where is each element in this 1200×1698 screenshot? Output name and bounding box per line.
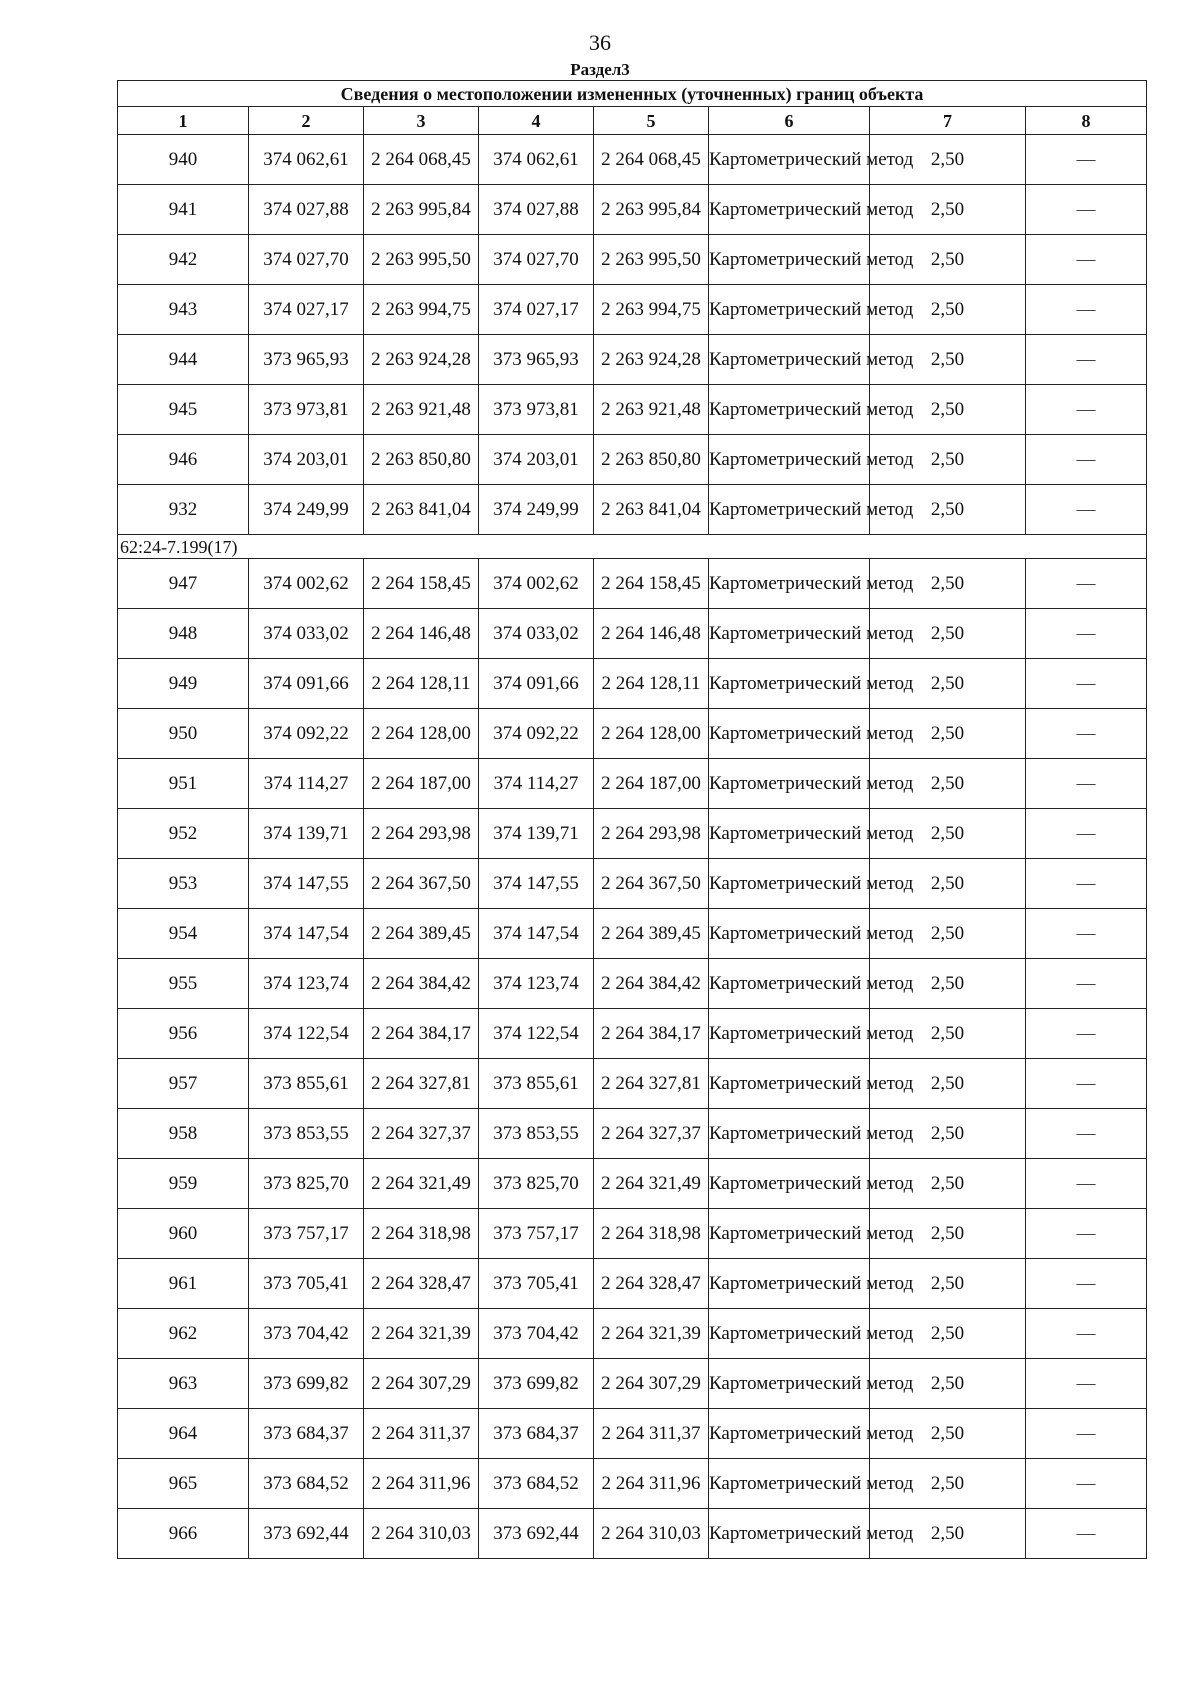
y-existing-cell: 2 263 995,84 [364,185,479,235]
x-new-cell: 374 002,62 [479,559,594,609]
method-cell: Картометрический метод [709,959,870,1009]
accuracy-cell: 2,50 [870,1109,1026,1159]
note-cell: — [1026,1159,1147,1209]
x-existing-cell: 373 705,41 [249,1259,364,1309]
point-number-cell: 952 [118,809,249,859]
column-header: 5 [594,107,709,135]
note-cell: — [1026,1459,1147,1509]
method-cell: Картометрический метод [709,1059,870,1109]
y-existing-cell: 2 264 389,45 [364,909,479,959]
y-new-cell: 2 263 924,28 [594,335,709,385]
point-number-cell: 942 [118,235,249,285]
table-row [118,435,1147,485]
y-new-cell: 2 264 318,98 [594,1209,709,1259]
boundary-coordinates-table [117,80,1147,1559]
accuracy-cell: 2,50 [870,1009,1026,1059]
x-new-cell: 373 704,42 [479,1309,594,1359]
accuracy-cell: 2,50 [870,185,1026,235]
point-number-cell: 960 [118,1209,249,1259]
y-new-cell: 2 263 995,50 [594,235,709,285]
x-existing-cell: 374 203,01 [249,435,364,485]
y-existing-cell: 2 263 924,28 [364,335,479,385]
method-cell: Картометрический метод [709,809,870,859]
x-existing-cell: 374 092,22 [249,709,364,759]
y-existing-cell: 2 263 850,80 [364,435,479,485]
y-existing-cell: 2 264 158,45 [364,559,479,609]
note-cell: — [1026,435,1147,485]
table-row [118,1009,1147,1059]
x-existing-cell: 373 692,44 [249,1509,364,1559]
table-row [118,1159,1147,1209]
x-existing-cell: 374 114,27 [249,759,364,809]
y-new-cell: 2 264 321,49 [594,1159,709,1209]
note-cell: — [1026,909,1147,959]
x-new-cell: 374 092,22 [479,709,594,759]
point-number-cell: 959 [118,1159,249,1209]
table-row [118,1259,1147,1309]
point-number-cell: 961 [118,1259,249,1309]
table-row [118,659,1147,709]
table-row [118,385,1147,435]
y-new-cell: 2 263 994,75 [594,285,709,335]
method-cell: Картометрический метод [709,385,870,435]
column-header: 7 [870,107,1026,135]
note-cell: — [1026,335,1147,385]
point-number-cell: 951 [118,759,249,809]
x-existing-cell: 373 825,70 [249,1159,364,1209]
point-number-cell: 940 [118,135,249,185]
y-existing-cell: 2 264 307,29 [364,1359,479,1409]
x-new-cell: 373 705,41 [479,1259,594,1309]
accuracy-cell: 2,50 [870,285,1026,335]
note-cell: — [1026,135,1147,185]
point-number-cell: 958 [118,1109,249,1159]
x-new-cell: 374 122,54 [479,1009,594,1059]
table-row [118,559,1147,609]
table-row [118,809,1147,859]
x-existing-cell: 373 684,52 [249,1459,364,1509]
table-row [118,609,1147,659]
method-cell: Картометрический метод [709,859,870,909]
note-cell: — [1026,235,1147,285]
point-number-cell: 948 [118,609,249,659]
x-existing-cell: 374 027,17 [249,285,364,335]
table-row [118,1209,1147,1259]
note-cell: — [1026,1209,1147,1259]
method-cell: Картометрический метод [709,1509,870,1559]
accuracy-cell: 2,50 [870,1409,1026,1459]
y-existing-cell: 2 264 318,98 [364,1209,479,1259]
method-cell: Картометрический метод [709,185,870,235]
point-number-cell: 954 [118,909,249,959]
y-existing-cell: 2 264 311,37 [364,1409,479,1459]
accuracy-cell: 2,50 [870,335,1026,385]
y-new-cell: 2 264 128,00 [594,709,709,759]
x-new-cell: 374 027,70 [479,235,594,285]
y-existing-cell: 2 264 146,48 [364,609,479,659]
y-new-cell: 2 264 311,96 [594,1459,709,1509]
x-new-cell: 374 091,66 [479,659,594,709]
x-existing-cell: 373 855,61 [249,1059,364,1109]
x-new-cell: 374 027,17 [479,285,594,335]
note-cell: — [1026,809,1147,859]
method-cell: Картометрический метод [709,1359,870,1409]
x-existing-cell: 374 033,02 [249,609,364,659]
y-new-cell: 2 264 384,17 [594,1009,709,1059]
note-cell: — [1026,185,1147,235]
y-existing-cell: 2 264 327,37 [364,1109,479,1159]
y-new-cell: 2 264 311,37 [594,1409,709,1459]
method-cell: Картометрический метод [709,609,870,659]
accuracy-cell: 2,50 [870,759,1026,809]
note-cell: — [1026,485,1147,535]
note-cell: — [1026,959,1147,1009]
method-cell: Картометрический метод [709,335,870,385]
point-number-cell: 962 [118,1309,249,1359]
accuracy-cell: 2,50 [870,1309,1026,1359]
accuracy-cell: 2,50 [870,559,1026,609]
accuracy-cell: 2,50 [870,1509,1026,1559]
note-cell: — [1026,859,1147,909]
x-new-cell: 374 147,54 [479,909,594,959]
table-row [118,1409,1147,1459]
point-number-cell: 950 [118,709,249,759]
column-header-row [118,107,1147,135]
accuracy-cell: 2,50 [870,709,1026,759]
table-caption-row [118,81,1147,107]
method-cell: Картометрический метод [709,485,870,535]
x-new-cell: 373 692,44 [479,1509,594,1559]
note-cell: — [1026,709,1147,759]
note-cell: — [1026,1509,1147,1559]
accuracy-cell: 2,50 [870,809,1026,859]
accuracy-cell: 2,50 [870,435,1026,485]
accuracy-cell: 2,50 [870,485,1026,535]
column-header: 4 [479,107,594,135]
note-cell: — [1026,659,1147,709]
y-new-cell: 2 264 384,42 [594,959,709,1009]
accuracy-cell: 2,50 [870,1459,1026,1509]
x-new-cell: 373 825,70 [479,1159,594,1209]
method-cell: Картометрический метод [709,285,870,335]
method-cell: Картометрический метод [709,1209,870,1259]
x-new-cell: 374 123,74 [479,959,594,1009]
x-existing-cell: 374 091,66 [249,659,364,709]
table-row [118,235,1147,285]
accuracy-cell: 2,50 [870,659,1026,709]
accuracy-cell: 2,50 [870,1259,1026,1309]
x-new-cell: 374 139,71 [479,809,594,859]
method-cell: Картометрический метод [709,1009,870,1059]
x-existing-cell: 373 699,82 [249,1359,364,1409]
method-cell: Картометрический метод [709,709,870,759]
x-existing-cell: 373 757,17 [249,1209,364,1259]
method-cell: Картометрический метод [709,659,870,709]
table-row [118,1309,1147,1359]
y-existing-cell: 2 264 068,45 [364,135,479,185]
table-row [118,1109,1147,1159]
note-cell: — [1026,1009,1147,1059]
note-cell: — [1026,1259,1147,1309]
point-number-cell: 963 [118,1359,249,1409]
x-new-cell: 374 249,99 [479,485,594,535]
method-cell: Картометрический метод [709,759,870,809]
x-existing-cell: 373 684,37 [249,1409,364,1459]
method-cell: Картометрический метод [709,1309,870,1359]
y-new-cell: 2 264 310,03 [594,1509,709,1559]
table-row [118,1059,1147,1109]
accuracy-cell: 2,50 [870,959,1026,1009]
x-existing-cell: 373 965,93 [249,335,364,385]
note-cell: — [1026,559,1147,609]
x-existing-cell: 373 704,42 [249,1309,364,1359]
y-new-cell: 2 263 995,84 [594,185,709,235]
x-new-cell: 373 973,81 [479,385,594,435]
y-new-cell: 2 263 850,80 [594,435,709,485]
y-new-cell: 2 264 328,47 [594,1259,709,1309]
method-cell: Картометрический метод [709,435,870,485]
note-cell: — [1026,1409,1147,1459]
y-new-cell: 2 264 146,48 [594,609,709,659]
y-new-cell: 2 264 367,50 [594,859,709,909]
point-number-cell: 943 [118,285,249,335]
y-new-cell: 2 264 327,81 [594,1059,709,1109]
y-new-cell: 2 264 327,37 [594,1109,709,1159]
method-cell: Картометрический метод [709,135,870,185]
y-existing-cell: 2 264 293,98 [364,809,479,859]
note-cell: — [1026,1359,1147,1409]
point-number-cell: 964 [118,1409,249,1459]
x-existing-cell: 374 123,74 [249,959,364,1009]
y-new-cell: 2 264 307,29 [594,1359,709,1409]
y-existing-cell: 2 263 995,50 [364,235,479,285]
point-number-cell: 945 [118,385,249,435]
point-number-cell: 947 [118,559,249,609]
note-cell: — [1026,385,1147,435]
x-existing-cell: 374 147,54 [249,909,364,959]
table-row [118,1509,1147,1559]
y-existing-cell: 2 264 128,00 [364,709,479,759]
table-row [118,709,1147,759]
y-new-cell: 2 263 921,48 [594,385,709,435]
y-existing-cell: 2 264 367,50 [364,859,479,909]
method-cell: Картометрический метод [709,1409,870,1459]
accuracy-cell: 2,50 [870,135,1026,185]
y-existing-cell: 2 263 841,04 [364,485,479,535]
y-existing-cell: 2 264 310,03 [364,1509,479,1559]
accuracy-cell: 2,50 [870,909,1026,959]
method-cell: Картометрический метод [709,235,870,285]
table-row [118,285,1147,335]
y-existing-cell: 2 264 311,96 [364,1459,479,1509]
table-body [118,81,1147,1559]
x-existing-cell: 373 973,81 [249,385,364,435]
accuracy-cell: 2,50 [870,1159,1026,1209]
x-new-cell: 374 033,02 [479,609,594,659]
table-row [118,859,1147,909]
y-new-cell: 2 263 841,04 [594,485,709,535]
page-number: 36 [589,30,611,55]
point-number-cell: 957 [118,1059,249,1109]
point-number-cell: 953 [118,859,249,909]
point-number-cell: 949 [118,659,249,709]
accuracy-cell: 2,50 [870,859,1026,909]
x-new-cell: 374 027,88 [479,185,594,235]
method-cell: Картометрический метод [709,1459,870,1509]
x-new-cell: 374 203,01 [479,435,594,485]
method-cell: Картометрический метод [709,1259,870,1309]
note-cell: — [1026,1309,1147,1359]
method-cell: Картометрический метод [709,1109,870,1159]
y-new-cell: 2 264 158,45 [594,559,709,609]
accuracy-cell: 2,50 [870,609,1026,659]
accuracy-cell: 2,50 [870,1209,1026,1259]
table-row [118,1359,1147,1409]
y-new-cell: 2 264 293,98 [594,809,709,859]
column-header: 6 [709,107,870,135]
table-row [118,185,1147,235]
x-new-cell: 373 855,61 [479,1059,594,1109]
point-number-cell: 932 [118,485,249,535]
point-number-cell: 946 [118,435,249,485]
y-existing-cell: 2 264 327,81 [364,1059,479,1109]
x-existing-cell: 374 002,62 [249,559,364,609]
accuracy-cell: 2,50 [870,385,1026,435]
y-new-cell: 2 264 187,00 [594,759,709,809]
section-title: Раздел3 [570,60,630,79]
note-cell: — [1026,609,1147,659]
x-new-cell: 374 114,27 [479,759,594,809]
y-new-cell: 2 264 389,45 [594,909,709,959]
y-existing-cell: 2 264 321,39 [364,1309,479,1359]
point-number-cell: 966 [118,1509,249,1559]
x-new-cell: 373 965,93 [479,335,594,385]
y-existing-cell: 2 263 921,48 [364,385,479,435]
x-new-cell: 374 062,61 [479,135,594,185]
y-new-cell: 2 264 321,39 [594,1309,709,1359]
accuracy-cell: 2,50 [870,1059,1026,1109]
table-row [118,959,1147,1009]
column-header: 8 [1026,107,1147,135]
y-existing-cell: 2 264 128,11 [364,659,479,709]
point-number-cell: 965 [118,1459,249,1509]
column-header: 1 [118,107,249,135]
method-cell: Картометрический метод [709,1159,870,1209]
column-header: 3 [364,107,479,135]
group-label-row [118,535,1147,559]
x-new-cell: 373 853,55 [479,1109,594,1159]
x-new-cell: 373 684,52 [479,1459,594,1509]
column-header: 2 [249,107,364,135]
note-cell: — [1026,1059,1147,1109]
note-cell: — [1026,1109,1147,1159]
method-cell: Картометрический метод [709,909,870,959]
table-row [118,335,1147,385]
x-existing-cell: 374 139,71 [249,809,364,859]
x-new-cell: 374 147,55 [479,859,594,909]
point-number-cell: 955 [118,959,249,1009]
table-row [118,1459,1147,1509]
y-new-cell: 2 264 068,45 [594,135,709,185]
note-cell: — [1026,759,1147,809]
y-existing-cell: 2 264 187,00 [364,759,479,809]
accuracy-cell: 2,50 [870,235,1026,285]
y-existing-cell: 2 264 384,17 [364,1009,479,1059]
x-existing-cell: 374 122,54 [249,1009,364,1059]
y-new-cell: 2 264 128,11 [594,659,709,709]
y-existing-cell: 2 263 994,75 [364,285,479,335]
x-existing-cell: 374 027,88 [249,185,364,235]
group-label: 62:24-7.199(17) [118,535,1147,559]
table-row [118,135,1147,185]
y-existing-cell: 2 264 384,42 [364,959,479,1009]
x-existing-cell: 374 062,61 [249,135,364,185]
y-existing-cell: 2 264 328,47 [364,1259,479,1309]
table-caption: Сведения о местоположении измененных (уточненных) границ объекта [118,81,1147,107]
x-existing-cell: 373 853,55 [249,1109,364,1159]
x-existing-cell: 374 249,99 [249,485,364,535]
y-existing-cell: 2 264 321,49 [364,1159,479,1209]
x-existing-cell: 374 027,70 [249,235,364,285]
x-new-cell: 373 684,37 [479,1409,594,1459]
point-number-cell: 941 [118,185,249,235]
x-new-cell: 373 757,17 [479,1209,594,1259]
x-new-cell: 373 699,82 [479,1359,594,1409]
table-row [118,485,1147,535]
point-number-cell: 944 [118,335,249,385]
method-cell: Картометрический метод [709,559,870,609]
point-number-cell: 956 [118,1009,249,1059]
x-existing-cell: 374 147,55 [249,859,364,909]
accuracy-cell: 2,50 [870,1359,1026,1409]
note-cell: — [1026,285,1147,335]
table-row [118,759,1147,809]
table-row [118,909,1147,959]
